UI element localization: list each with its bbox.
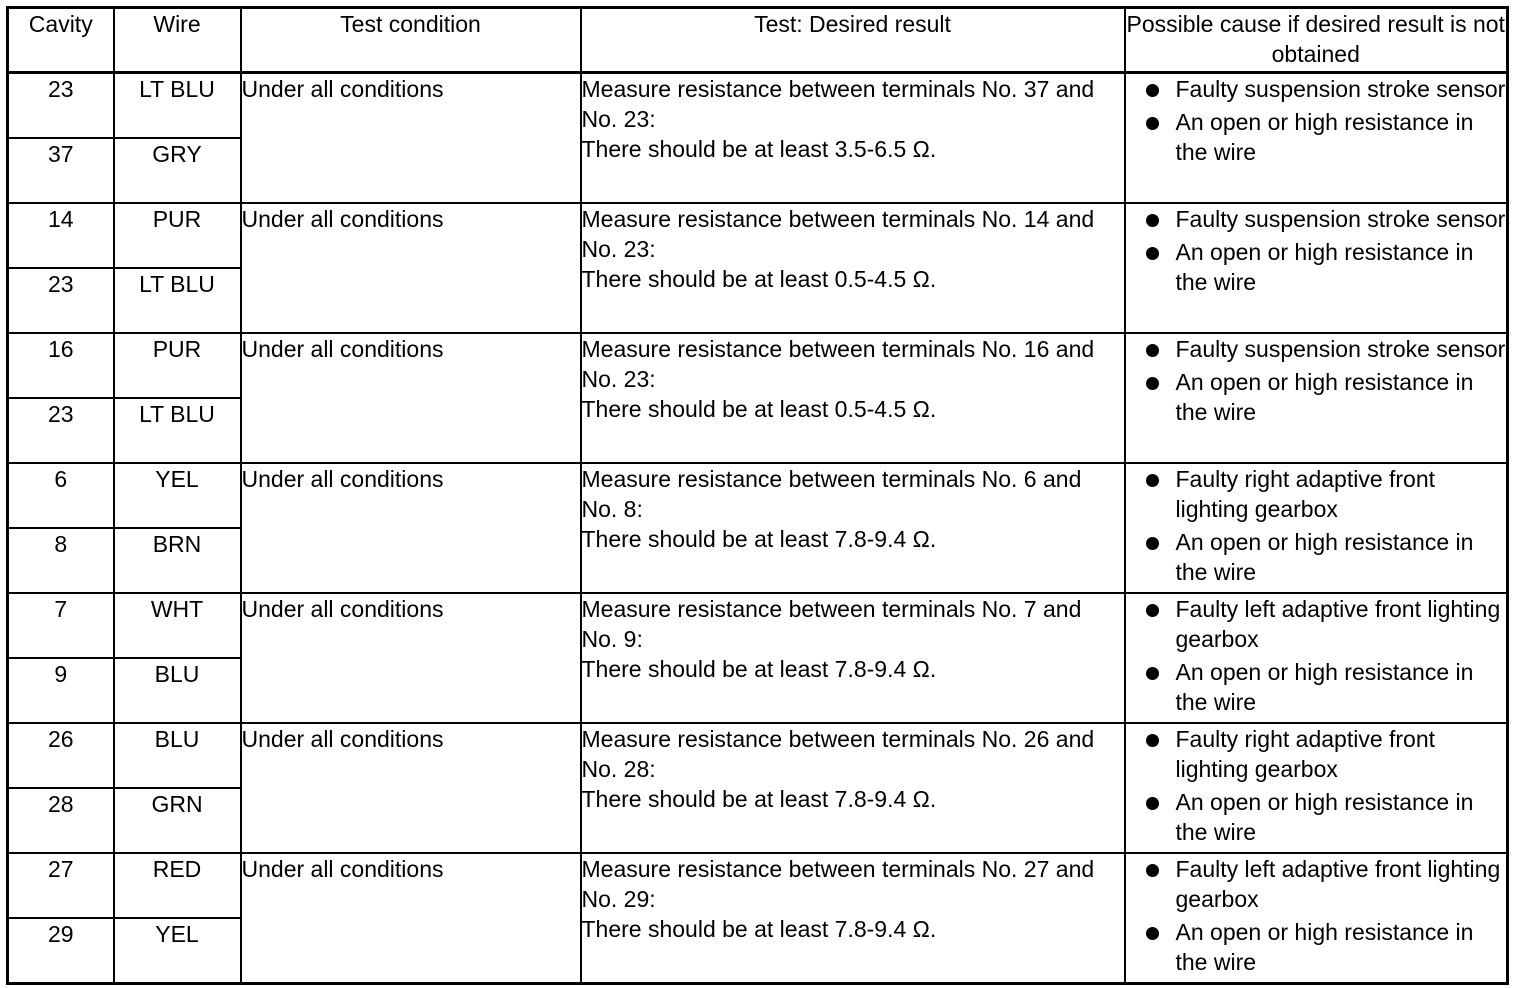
expected-resistance: There should be at least 7.8-9.4 Ω. [581,916,937,942]
cause-item [1126,204,1507,234]
cavity-cell: 7 [8,593,114,658]
expected-resistance: There should be at least 0.5-4.5 Ω. [581,266,937,292]
cause-item [1126,237,1507,297]
wire-color-cell: GRY [114,138,241,203]
header-possible-cause: Possible cause if desired result is not obtained [1125,8,1508,73]
wire-color-cell: BRN [114,528,241,593]
table-row [8,73,1508,139]
wire-color-cell: YEL [114,463,241,528]
cause-text: Faulty suspension stroke sensor [1175,336,1506,362]
measure-instruction: Measure resistance between terminals No. 6 and No. 8: [581,466,1082,522]
wire-color-cell: WHT [114,593,241,658]
wire-color-cell: PUR [114,333,241,398]
cavity-cell: 28 [8,788,114,853]
wire-color-cell: BLU [114,723,241,788]
cause-text: Faulty suspension stroke sensor [1175,76,1506,102]
cause-text: An open or high resistance in the wire [1175,919,1474,975]
test-condition-cell: Under all conditions [241,463,581,593]
cause-item [1126,334,1507,364]
wire-color-cell: PUR [114,203,241,268]
desired-result-cell [581,723,1125,853]
cause-text: An open or high resistance in the wire [1175,529,1474,585]
cause-item [1126,464,1507,524]
cause-list [1126,204,1507,297]
cause-item [1126,107,1507,167]
test-condition-cell: Under all conditions [241,333,581,463]
bullet-icon [1146,797,1159,810]
cause-item [1126,527,1507,587]
possible-cause-cell [1125,73,1508,204]
bullet-icon [1146,537,1159,550]
cause-text: An open or high resistance in the wire [1175,239,1474,295]
bullet-icon [1146,247,1159,260]
desired-result-cell [581,593,1125,723]
cause-text: Faulty suspension stroke sensor [1175,206,1506,232]
wire-color-cell: RED [114,853,241,918]
cause-text: An open or high resistance in the wire [1175,369,1474,425]
bullet-icon [1146,474,1159,487]
cavity-cell: 23 [8,73,114,139]
cause-text: Faulty left adaptive front lighting gearbox [1175,596,1501,652]
bullet-icon [1146,864,1159,877]
expected-resistance: There should be at least 7.8-9.4 Ω. [581,786,937,812]
measure-instruction: Measure resistance between terminals No. 14 and No. 23: [581,206,1095,262]
cause-text: Faulty right adaptive front lighting gearbox [1175,466,1436,522]
cavity-cell: 9 [8,658,114,723]
cavity-cell: 6 [8,463,114,528]
cause-text: An open or high resistance in the wire [1175,789,1474,845]
desired-result-cell [581,73,1125,204]
wire-color-cell: LT BLU [114,398,241,463]
cause-text: Faulty right adaptive front lighting gearbox [1175,726,1436,782]
possible-cause-cell [1125,203,1508,333]
expected-resistance: There should be at least 7.8-9.4 Ω. [581,526,937,552]
cause-item [1126,917,1507,977]
table-row [8,463,1508,528]
cavity-cell: 26 [8,723,114,788]
expected-resistance: There should be at least 7.8-9.4 Ω. [581,656,937,682]
cause-list [1126,724,1507,847]
cavity-cell: 14 [8,203,114,268]
cause-item [1126,854,1507,914]
measure-instruction: Measure resistance between terminals No. 16 and No. 23: [581,336,1095,392]
header-test-condition: Test condition [241,8,581,73]
measure-instruction: Measure resistance between terminals No. 26 and No. 28: [581,726,1095,782]
bullet-icon [1146,344,1159,357]
bullet-icon [1146,667,1159,680]
cavity-cell: 8 [8,528,114,593]
pinpoint-test-table [6,6,1509,985]
bullet-icon [1146,84,1159,97]
cause-item [1126,74,1507,104]
cause-text: An open or high resistance in the wire [1175,659,1474,715]
wire-color-cell: LT BLU [114,268,241,333]
cause-item [1126,657,1507,717]
cause-list [1126,854,1507,977]
possible-cause-cell [1125,853,1508,984]
wire-color-cell: YEL [114,918,241,984]
expected-resistance: There should be at least 0.5-4.5 Ω. [581,396,937,422]
table-row [8,203,1508,268]
possible-cause-cell [1125,333,1508,463]
cavity-cell: 27 [8,853,114,918]
desired-result-cell [581,463,1125,593]
test-condition-cell: Under all conditions [241,203,581,333]
bullet-icon [1146,734,1159,747]
cavity-cell: 29 [8,918,114,984]
table-row [8,723,1508,788]
cause-item [1126,594,1507,654]
table-row [8,853,1508,918]
measure-instruction: Measure resistance between terminals No. 27 and No. 29: [581,856,1095,912]
table-body [8,73,1508,984]
cause-item [1126,787,1507,847]
cause-list [1126,594,1507,717]
expected-resistance: There should be at least 3.5-6.5 Ω. [581,136,937,162]
table-row [8,593,1508,658]
header-wire: Wire [114,8,241,73]
test-condition-cell: Under all conditions [241,593,581,723]
cause-list [1126,464,1507,587]
bullet-icon [1146,927,1159,940]
cause-item [1126,367,1507,427]
cause-text: Faulty left adaptive front lighting gearbox [1175,856,1501,912]
desired-result-cell [581,203,1125,333]
test-condition-cell: Under all conditions [241,853,581,984]
cause-list [1126,334,1507,427]
test-condition-cell: Under all conditions [241,723,581,853]
table-row [8,333,1508,398]
bullet-icon [1146,604,1159,617]
wire-color-cell: GRN [114,788,241,853]
cause-text: An open or high resistance in the wire [1175,109,1474,165]
table-header [8,8,1508,73]
cavity-cell: 23 [8,398,114,463]
bullet-icon [1146,377,1159,390]
header-desired-result: Test: Desired result [581,8,1125,73]
measure-instruction: Measure resistance between terminals No. 37 and No. 23: [581,76,1095,132]
desired-result-cell [581,333,1125,463]
cause-item [1126,724,1507,784]
cavity-cell: 37 [8,138,114,203]
bullet-icon [1146,117,1159,130]
header-row [8,8,1508,73]
measure-instruction: Measure resistance between terminals No. 7 and No. 9: [581,596,1082,652]
cavity-cell: 23 [8,268,114,333]
diagnostic-table-container [6,6,1506,982]
desired-result-cell [581,853,1125,984]
wire-color-cell: LT BLU [114,73,241,139]
possible-cause-cell [1125,463,1508,593]
header-cavity: Cavity [8,8,114,73]
wire-color-cell: BLU [114,658,241,723]
possible-cause-cell [1125,593,1508,723]
cavity-cell: 16 [8,333,114,398]
cause-list [1126,74,1507,167]
test-condition-cell: Under all conditions [241,73,581,204]
possible-cause-cell [1125,723,1508,853]
bullet-icon [1146,214,1159,227]
